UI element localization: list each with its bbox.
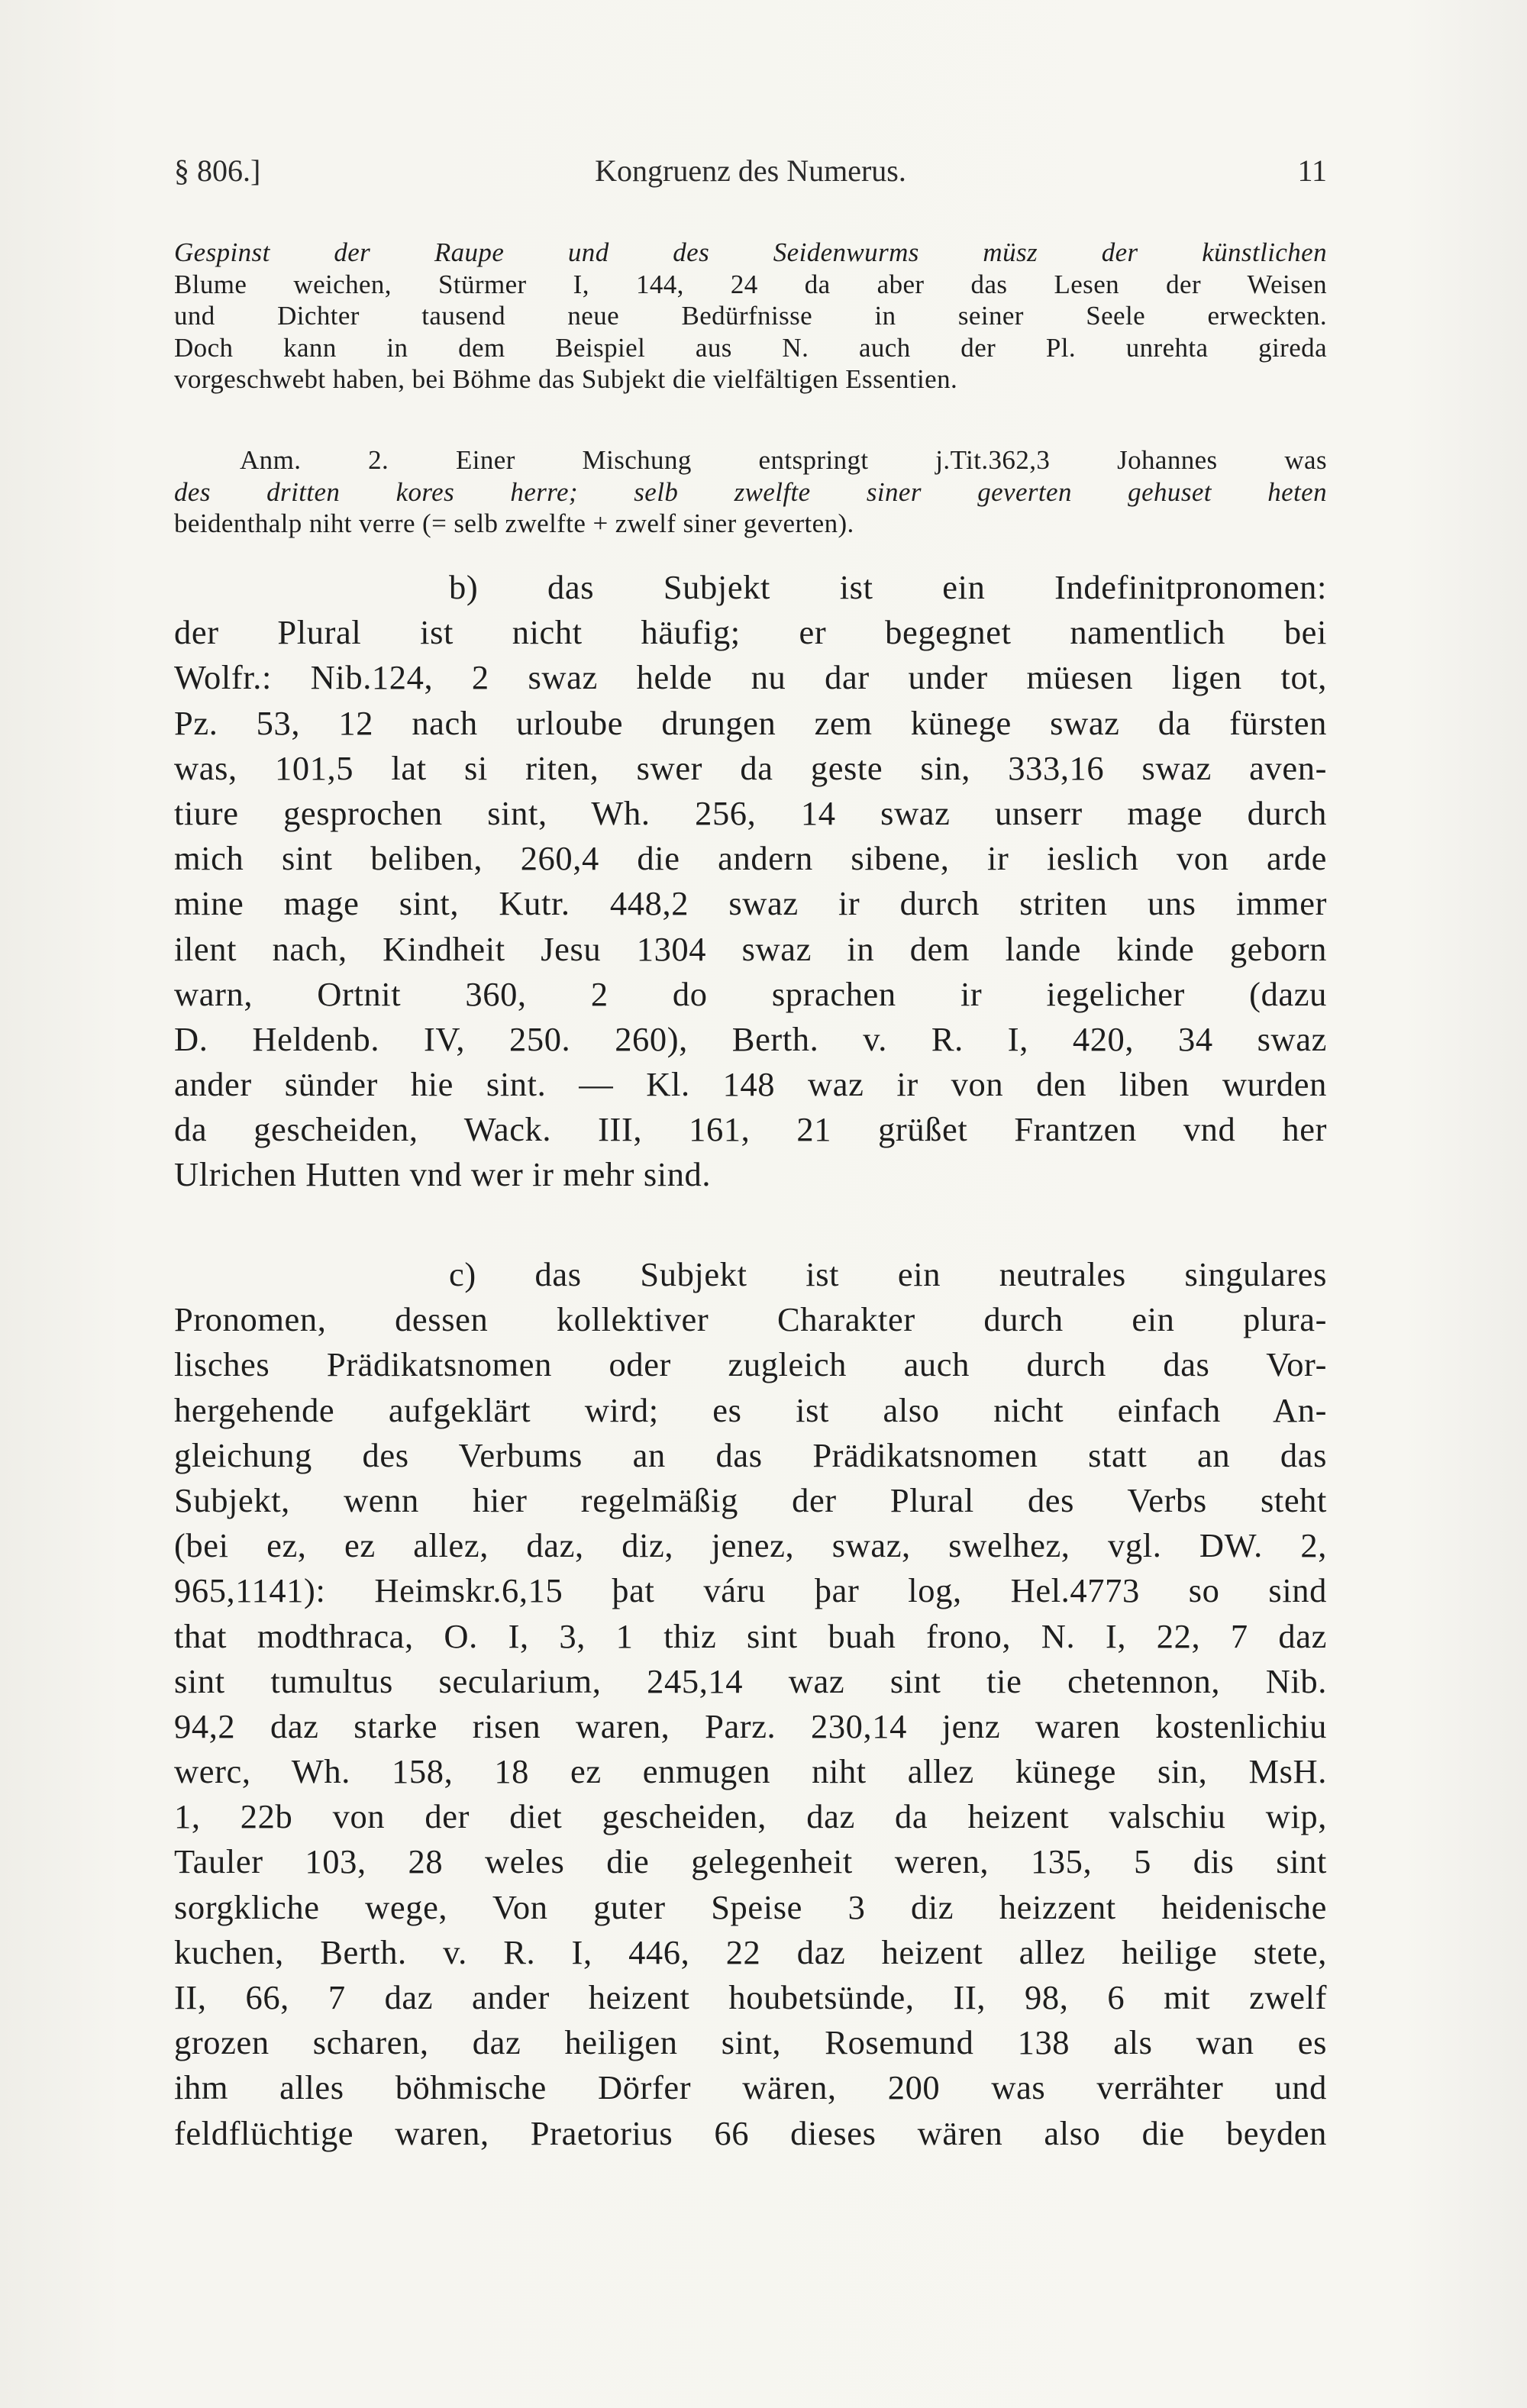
running-head	[174, 153, 1327, 199]
section-b	[174, 565, 1327, 1198]
text-line: feldflüchtige waren, Praetorius 66 dieses wären also die beyden	[174, 2113, 1327, 2152]
text-line: mine mage sint, Kutr. 448,2 swaz ir durch striten uns immer	[174, 884, 1327, 923]
text-line: hergehende aufgeklärt wird; es ist also nicht einfach An-	[174, 1390, 1327, 1429]
text-line: ander sünder hie sint. — Kl. 148 waz ir von den liben wurden	[174, 1065, 1327, 1104]
text-line: II, 66, 7 daz ander heizent houbetsünde, II, 98, 6 mit zwelf	[174, 1978, 1327, 2016]
text-line: sorgkliche wege, Von guter Speise 3 diz heizzent heidenische	[174, 1887, 1327, 1926]
text-line: Subjekt, wenn hier regelmäßig der Plural des Verbs steht	[174, 1480, 1327, 1519]
text-line: Blume weichen, Stürmer I, 144, 24 da aber das Lesen der Weisen	[174, 269, 1327, 299]
text-line: Pz. 53, 12 nach urloube drungen zem künege swaz da fürsten	[174, 703, 1327, 742]
section-c	[174, 1252, 1327, 2156]
text-line: ilent nach, Kindheit Jesu 1304 swaz in dem lande kinde geborn	[174, 929, 1327, 968]
text-line: c) das Subjekt ist ein neutrales singulares	[449, 1255, 1327, 1293]
text-line: Ulrichen Hutten vnd wer ir mehr sind.	[174, 1155, 712, 1194]
text-line: ihm alles böhmische Dörfer wären, 200 was verrähter und	[174, 2068, 1327, 2107]
text-line: that modthraca, O. I, 3, 1 thiz sint buah frono, N. I, 22, 7 daz	[174, 1616, 1327, 1655]
text-line: was, 101,5 lat si riten, swer da geste sin, 333,16 swaz aven-	[174, 748, 1327, 787]
text-line: (bei ez, ez allez, daz, diz, jenez, swaz, swelhez, vgl. DW. 2,	[174, 1526, 1327, 1565]
text-line: mich sint beliben, 260,4 die andern sibene, ir ieslich von arde	[174, 839, 1327, 878]
text-line: tiure gesprochen sint, Wh. 256, 14 swaz unserr mage durch	[174, 793, 1327, 832]
text-line: 94,2 daz starke risen waren, Parz. 230,14 jenz waren kostenlichiu	[174, 1706, 1327, 1745]
text-line: sint tumultus secularium, 245,14 waz sint tie chetennon, Nib.	[174, 1661, 1327, 1700]
text-line: D. Heldenb. IV, 250. 260), Berth. v. R. I, 420, 34 swaz	[174, 1019, 1327, 1058]
text-line: Anm. 2. Einer Mischung entspringt j.Tit.362,3 Johannes was	[240, 445, 1327, 475]
running-title: Kongruenz des Numerus.	[595, 153, 906, 188]
text-line: des dritten kores herre; selb zwelfte siner geverten gehuset heten	[174, 476, 1327, 507]
text-line: Doch kann in dem Beispiel aus N. auch der Pl. unrehta gireda	[174, 332, 1327, 363]
text-line: warn, Ortnit 360, 2 do sprachen ir iegelicher (dazu	[174, 974, 1327, 1013]
text-line: vorgeschwebt haben, bei Böhme das Subjekt die vielfältigen Essentien.	[174, 364, 958, 394]
text-line: da gescheiden, Wack. III, 161, 21 grüßet Frantzen vnd her	[174, 1110, 1327, 1149]
text-line: werc, Wh. 158, 18 ez enmugen niht allez künege sin, MsH.	[174, 1752, 1327, 1791]
text-line: Tauler 103, 28 weles die gelegenheit weren, 135, 5 dis sint	[174, 1842, 1327, 1881]
text-line: kuchen, Berth. v. R. I, 446, 22 daz heizent allez heilige stete,	[174, 1932, 1327, 1971]
text-line: grozen scharen, daz heiligen sint, Rosemund 138 als wan es	[174, 2023, 1327, 2062]
text-line: 965,1141): Heimskr.6,15 þat váru þar log, Hel.4773 so sind	[174, 1571, 1327, 1610]
text-line: gleichung des Verbums an das Prädikatsnomen statt an das	[174, 1435, 1327, 1474]
text-line: und Dichter tausend neue Bedürfnisse in seiner Seele erweckten.	[174, 301, 1327, 331]
text-line: Gespinst der Raupe und des Seidenwurms müsz der künstlichen	[174, 237, 1327, 267]
text-line: beidenthalp niht verre (= selb zwelfte + zwelf siner geverten).	[174, 508, 854, 538]
text-line: lisches Prädikatsnomen oder zugleich auch durch das Vor-	[174, 1345, 1327, 1384]
text-line: 1, 22b von der diet gescheiden, daz da heizent valschiu wip,	[174, 1797, 1327, 1836]
text-line: Pronomen, dessen kollektiver Charakter durch ein plura-	[174, 1300, 1327, 1339]
annotation-2	[174, 444, 1327, 540]
text-line: Wolfr.: Nib.124, 2 swaz helde nu dar under müesen ligen tot,	[174, 658, 1327, 697]
paragraph-continuation	[174, 237, 1327, 395]
text-line: b) das Subjekt ist ein Indefinitpronomen:	[449, 568, 1327, 606]
page-number: 11	[1297, 153, 1327, 188]
text-line: der Plural ist nicht häufig; er begegnet namentlich bei	[174, 613, 1327, 652]
section-reference: § 806.]	[174, 153, 261, 188]
